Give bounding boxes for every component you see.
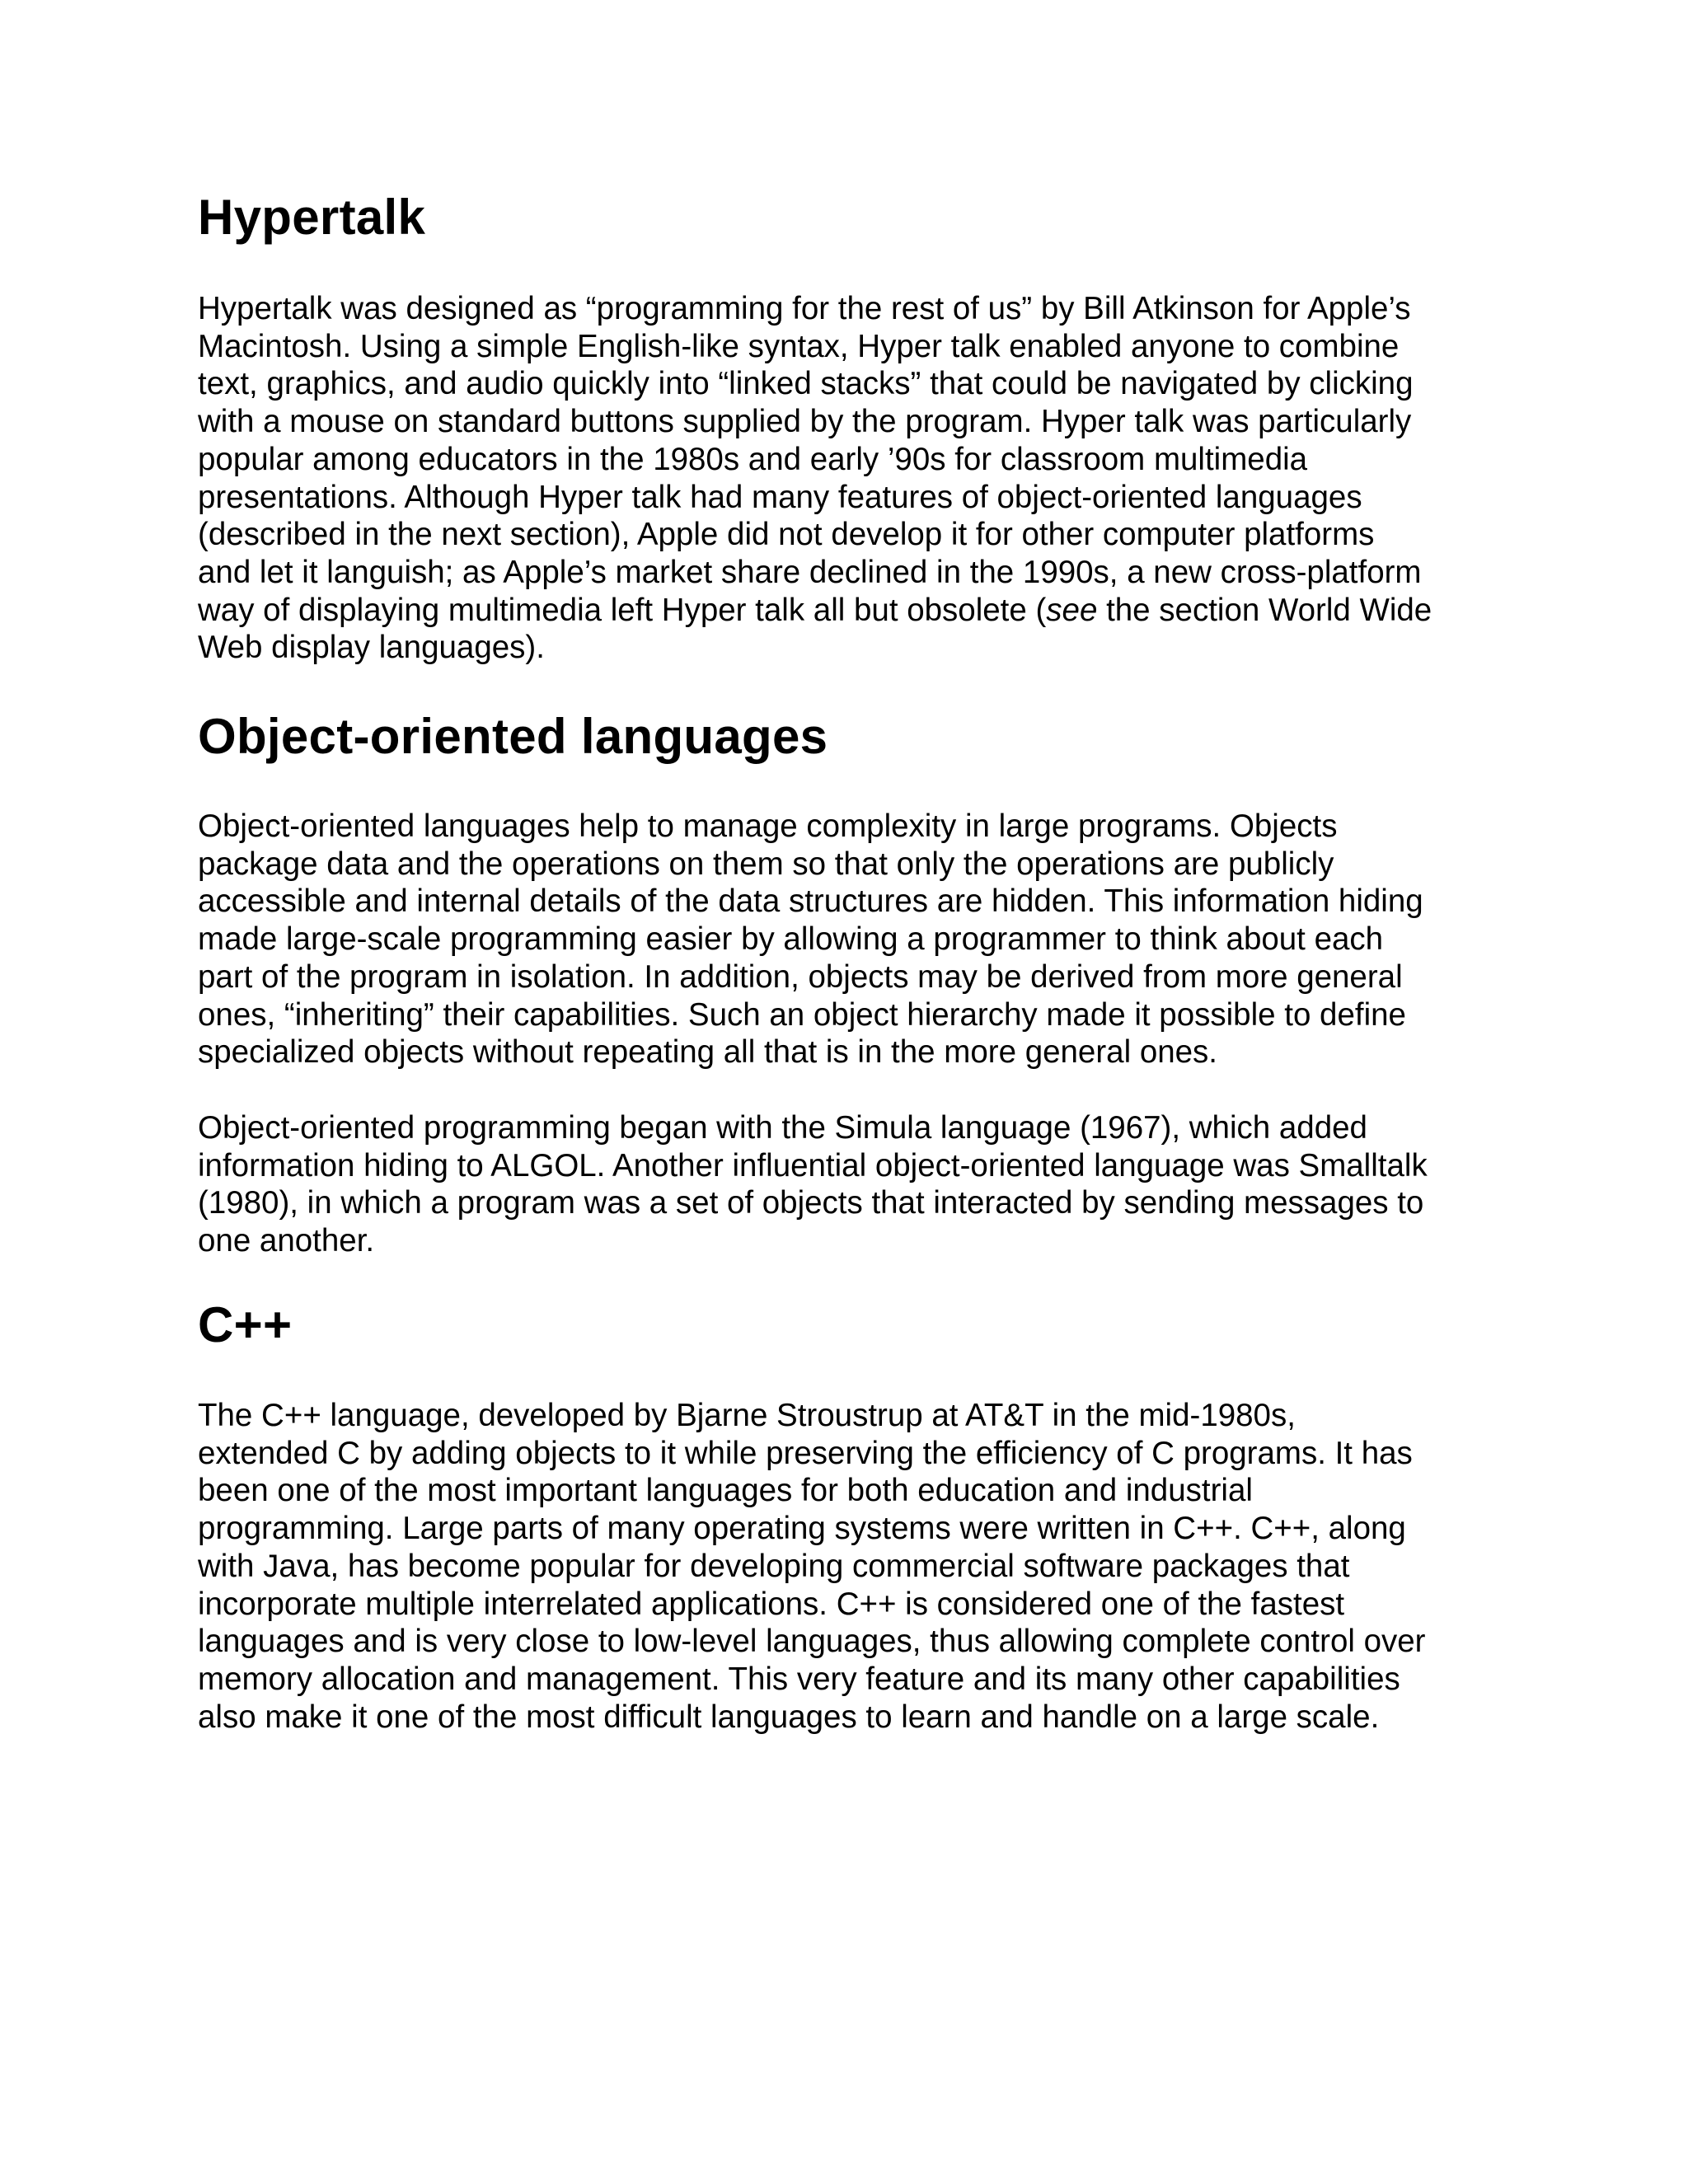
paragraph-hypertalk (198, 290, 1432, 667)
text-line: also make it one of the most difficult languages to learn and handle on a large scale. (198, 1699, 1380, 1735)
text-line: programming. Large parts of many operating systems were written in C++. C++, along (198, 1511, 1406, 1547)
italic-see: see (1046, 592, 1098, 628)
text-line: accessible and internal details of the data structures are hidden. This information hiding (198, 883, 1423, 920)
paragraph-cpp (198, 1397, 1426, 1736)
text-line: package data and the operations on them so that only the operations are publicly (198, 846, 1334, 882)
heading-cpp: C++ (198, 1297, 293, 1352)
text-line: and let it languish; as Apple’s market share declined in the 1990s, a new cross-platform (198, 554, 1422, 590)
paragraph-object-oriented-1 (198, 808, 1423, 1071)
text-line: specialized objects without repeating all that is in the more general ones. (198, 1034, 1218, 1071)
text-line: been one of the most important languages for both education and industrial (198, 1473, 1253, 1509)
text-line: languages and is very close to low-level languages, thus allowing complete control over (198, 1624, 1426, 1660)
text-line: (1980), in which a program was a set of objects that interacted by sending messages to (198, 1185, 1424, 1221)
text-line: Object-oriented programming began with the Simula language (1967), which added (198, 1110, 1367, 1146)
text-line: part of the program in isolation. In addition, objects may be derived from more general (198, 958, 1403, 995)
text-line: presentations. Although Hyper talk had many features of object-oriented languages (198, 479, 1362, 515)
text-line (198, 592, 1432, 630)
text-line: with a mouse on standard buttons supplied by the program. Hyper talk was particularly (198, 404, 1412, 440)
text-line: with Java, has become popular for developing commercial software packages that (198, 1548, 1350, 1584)
paragraph-object-oriented-2 (198, 1109, 1428, 1260)
text-line: one another. (198, 1223, 375, 1259)
text-line: popular among educators in the 1980s and early ’90s for classroom multimedia (198, 441, 1308, 477)
text-segment: the section World Wide (1097, 592, 1432, 628)
text-line: text, graphics, and audio quickly into “linked stacks” that could be navigated by clicking (198, 366, 1414, 402)
text-line: Macintosh. Using a simple English-like syntax, Hyper talk enabled anyone to combine (198, 328, 1400, 364)
heading-hypertalk: Hypertalk (198, 190, 426, 245)
text-line: Web display languages). (198, 630, 545, 666)
text-line: Hypertalk was designed as “programming for the rest of us” by Bill Atkinson for Apple’s (198, 291, 1411, 326)
text-line: The C++ language, developed by Bjarne Stroustrup at AT&T in the mid-1980s, (198, 1398, 1296, 1433)
text-line: extended C by adding objects to it while preserving the efficiency of C programs. It has (198, 1435, 1413, 1471)
text-line: information hiding to ALGOL. Another influential object-oriented language was Smalltalk (198, 1147, 1428, 1183)
text-line: incorporate multiple interrelated applications. C++ is considered one of the fastest (198, 1586, 1345, 1622)
heading-object-oriented-languages: Object-oriented languages (198, 709, 828, 764)
text-line: (described in the next section), Apple did not develop it for other computer platforms (198, 517, 1375, 553)
text-line: made large-scale programming easier by allowing a programmer to think about each (198, 921, 1384, 958)
text-line: Object-oriented languages help to manage complexity in large programs. Objects (198, 808, 1338, 844)
text-line: ones, “inheriting” their capabilities. Such an object hierarchy made it possible to define (198, 996, 1406, 1033)
text-segment: way of displaying multimedia left Hyper talk all but obsolete ( (198, 592, 1047, 628)
text-line: memory allocation and management. This very feature and its many other capabilities (198, 1661, 1400, 1697)
